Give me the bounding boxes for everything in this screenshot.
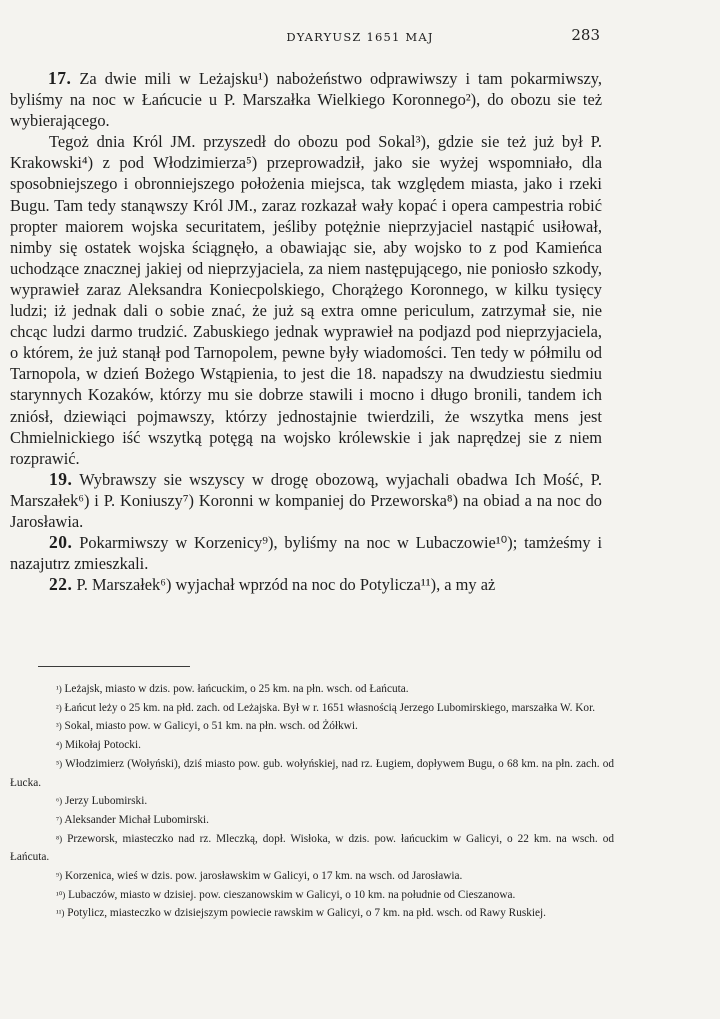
footnote-mark: ⁴) — [56, 740, 63, 751]
footnote-text: Lubaczów, miasto w dzisiej. pow. cieszanowskim w Galicyi, o 10 km. na południe od Cieszanowa. — [68, 888, 516, 901]
footnote — [10, 811, 614, 830]
footnote-text: Korzenica, wieś w dzis. pow. jarosławskim w Galicyi, o 17 km. na wsch. od Jarosławia. — [64, 870, 463, 883]
footnote-mark: ⁶) — [56, 796, 63, 807]
footnote-text: Przeworsk, miasteczko nad rz. Mleczką, dopł. Wisłoka, w dzis. pow. łańcuckim w Galicyi, o 22 km. na wsch. od Łańcuta. — [10, 832, 614, 864]
footnote-mark: ⁷) — [56, 814, 63, 825]
footnote — [10, 830, 614, 867]
footnote-text: Aleksander Michał Lubomirski. — [64, 813, 209, 826]
diary-entry — [10, 68, 602, 131]
entry-day: 20. — [49, 532, 73, 553]
footnote — [10, 867, 614, 886]
footnote-mark: ⁵) — [56, 758, 63, 769]
entry-text: Pokarmiwszy w Korzenicy⁹), byliśmy na noc w Lubaczowie¹⁰); tamżeśmy i nazajutrz zmieszkali. — [10, 533, 602, 574]
diary-entry — [10, 532, 602, 574]
diary-entry — [10, 131, 602, 469]
entry-day: 17. — [48, 68, 72, 88]
page-number: 283 — [571, 26, 600, 44]
footnote — [10, 736, 614, 755]
page-header — [0, 26, 720, 50]
footnote-mark: ¹¹) — [56, 908, 65, 919]
footnote-mark: ¹) — [56, 684, 62, 694]
footnote-text: Jerzy Lubomirski. — [64, 795, 148, 808]
entry-text: Tegoż dnia Król JM. przyszedł do obozu pod Sokal³), gdzie sie też już był P. Krakowski⁴) z pod Włodzimierza⁵) przeprowadził, jako sie wyżej wspomniało, dla sposobniejszego i obronniejszego położenia miejsca, tak względem miasta, jako i rzeki Bugu. Tam tedy stanąwszy Król JM., zaraz rozkazał wały kopać i opera campestria robić propter maiorem wojska securitatem, jeśliby potężnie nieprzyjaciel nastąpić usiłował, nimby się ostatek wojska ściągnęło, a obawiając sie, aby wojsko to z pod Kamieńca uchodzące znacznej jakiej od nieprzyjaciela, za niem następującego, nie poniosło szkody, wyprawieł zaraz Aleksandra Koniecpolskiego, Chorążego Koronnego, w kilku tysięcy ludzi; iż jednak dali o sobie znać, że już są extra omne periculum, zatrzymał sie, nie chcąc ludzi darmo trudzić. Zabuskiego jednak wyprawieł na podjazd pod nieprzyjaciela, o którem, że już stanął pod Tarnopolem, pewne były wiadomości. Ten tedy w półmilu od Tarnopola, w dzień Bożego Wstąpienia, to jest die 18. napadszy na dwudziestu siedmiu starynnych Kozaków, którzy mu sie dobrze stawili i mocno i długo bronili, tandem ich zniósł, dziewiąci pojmawszy, którzy jednostajnie twierdzili, że wszytka mens jest Chmielnickiego iść wszytką potęgą na wojsko królewskie i jak naprędzej sie z niem rozprawić. — [10, 132, 602, 468]
footnote — [10, 904, 614, 923]
footnote-mark: ⁹) — [56, 871, 63, 882]
footnote-text: Potylicz, miasteczko w dzisiejszym powiecie rawskim w Galicyi, o 7 km. na płd. wsch. od Rawy Ruskiej. — [67, 907, 547, 920]
footnote-text: Leżajsk, miasto w dzis. pow. łańcuckim, o 25 km. na płn. wsch. od Łańcuta. — [64, 683, 409, 695]
entry-text: Za dwie mili w Leżajsku¹) nabożeństwo odprawiwszy i tam pokarmiwszy, byliśmy na noc w Łańcucie u P. Marszałka Wielkiego Koronnego²), do obozu sie też wybierającego. — [10, 69, 602, 131]
footnote-mark: ¹⁰) — [56, 889, 66, 900]
footnote-text: Mikołaj Potocki. — [64, 739, 141, 752]
footnote-text: Sokal, miasto pow. w Galicyi, o 51 km. na płn. wsch. od Żółkwi. — [64, 720, 358, 733]
footnote-text: Łańcut leży o 25 km. na płd. zach. od Leżajska. Był w r. 1651 własnością Jerzego Lubomirskiego, marszałka W. Kor. — [64, 701, 596, 714]
entry-text: P. Marszałek⁶) wyjachał wprzód na noc do Potylicza¹¹), a my aż — [76, 575, 496, 595]
footnotes — [10, 680, 614, 923]
entry-text: Wybrawszy sie wszyscy w drogę obozową, wyjachali obadwa Ich Mość, P. Marszałek⁶) i P. Koniuszy⁷) Koronni w kompaniej do Przeworska⁸) na obiad a na noc do Jarosławia. — [10, 469, 602, 531]
diary-entry — [10, 574, 602, 595]
entry-day: 22. — [49, 574, 73, 595]
diary-body — [10, 68, 602, 595]
diary-entry — [10, 469, 602, 532]
footnote — [10, 699, 614, 718]
footnote-mark: ⁸) — [56, 833, 63, 844]
footnote — [10, 717, 614, 736]
footnote-mark: ²) — [56, 702, 62, 713]
footnote — [10, 886, 614, 905]
entry-day: 19. — [49, 468, 73, 489]
footnote-mark: ³) — [56, 721, 62, 732]
footnote — [10, 680, 614, 699]
running-title: DYARYUSZ 1651 MAJ — [286, 30, 434, 44]
footnote — [10, 755, 614, 792]
footnote-divider — [38, 666, 190, 667]
footnote-text: Włodzimierz (Wołyński), dziś miasto pow. gub. wołyńskiej, nad rz. Ługiem, dopływem Bugu, o 68 km. na płn. zach. od Łucka. — [10, 757, 614, 789]
footnote — [10, 792, 614, 811]
